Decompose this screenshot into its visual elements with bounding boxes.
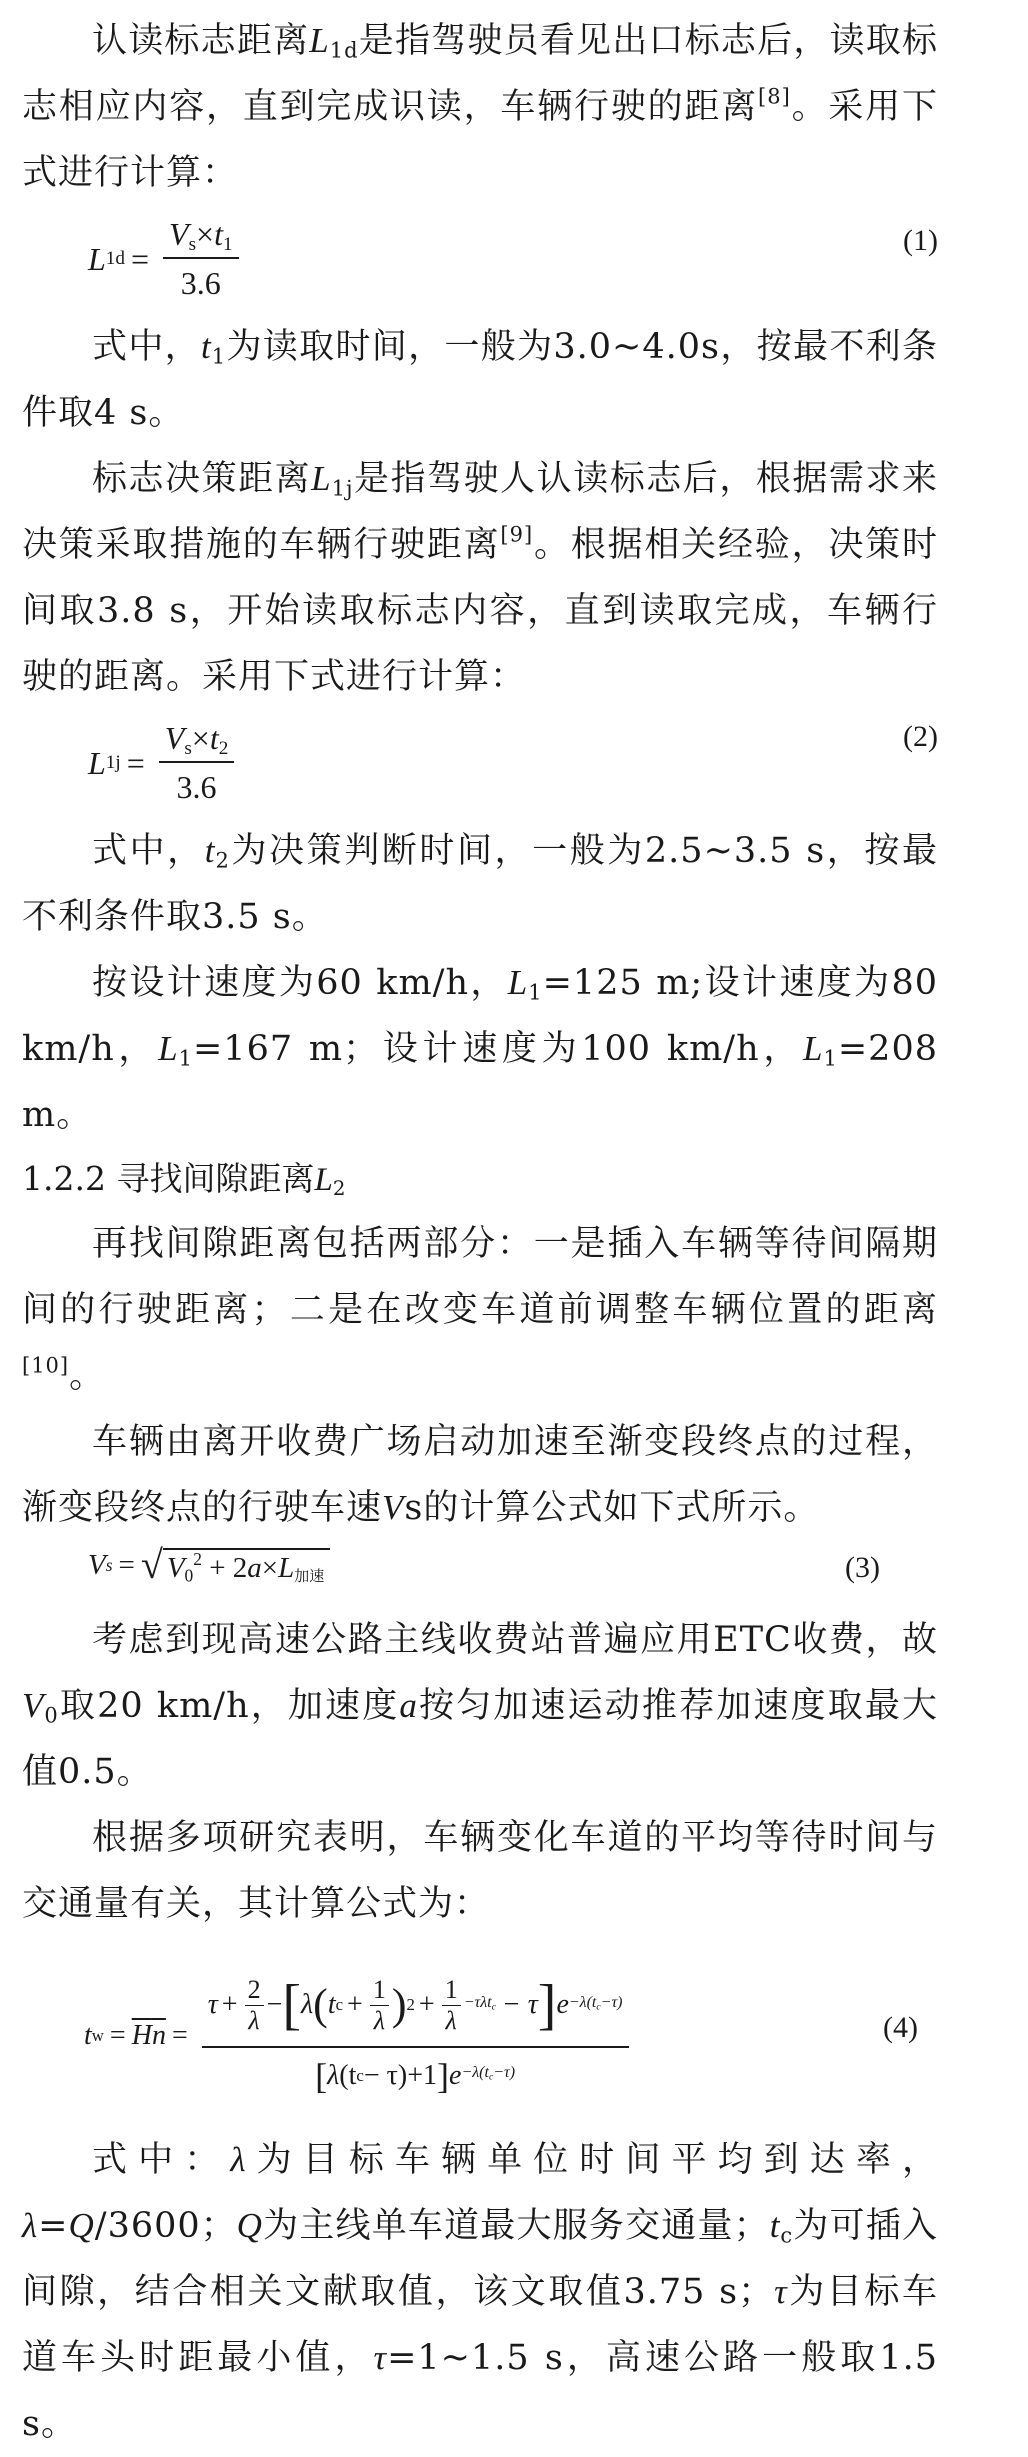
eq-lhs: L <box>88 744 106 781</box>
sqrt-icon: √ <box>140 1542 163 1587</box>
eq-den-open: (t <box>339 2059 357 2091</box>
text: =1~1.5 s，高速公路一般取1.5 s。 <box>22 2338 938 2444</box>
citation-ref: [9] <box>500 522 534 547</box>
frac-num: 1 <box>370 1975 389 2006</box>
eq-lhs: L <box>88 240 106 277</box>
equation-4: t w = $\overline{H}$ $\overline{n}$ = τ + $\frac{2}{\lambda}$ − [ λ ( t c + $\frac{1}{\lambda}$ ) 2 + $\frac{1}{\lambda}$ −τλt$_c$ − τ ] e $-\lambda(t_c-\tau)$ [ λ (t c − τ)+1 ] e $-\lambda(t_c-\tau)$ (4) <box>84 1974 918 2096</box>
var-sub: c <box>780 2223 794 2248</box>
eq-den-rest: − τ)+1 <box>363 2059 438 2091</box>
paragraph-read-time <box>22 314 938 446</box>
eq-plus: + <box>418 1989 435 2020</box>
eq-v-sub: s <box>184 737 192 759</box>
var-v: V <box>382 1488 405 1527</box>
left-bracket: [ <box>315 2055 328 2096</box>
right-bracket: ] <box>537 1974 557 2036</box>
eq-n: $\overline{n}$ <box>151 2020 166 2051</box>
paragraph-etc <box>22 1607 938 1805</box>
var-sub: 1j <box>331 476 354 501</box>
paragraph-variable-definitions <box>22 2127 938 2457</box>
eq-lhs: t <box>84 2020 92 2051</box>
equation-number: (4) <box>883 2011 918 2044</box>
eq-t: t <box>209 720 219 756</box>
text: 车辆由离开收费广场启动加速至渐变段终点的过程，渐变段终点的行驶车速 <box>22 1422 938 1528</box>
var-lambda: λ <box>22 2206 39 2245</box>
text: 按匀加速运动推荐加速度取最大值0.5。 <box>22 1686 938 1792</box>
eq-v: V <box>164 720 185 756</box>
var-q: Q <box>236 2206 263 2245</box>
eq-equals: = <box>130 240 150 277</box>
eq-h: $\overline{H}$ <box>131 2020 152 2051</box>
var-l: L <box>803 1029 824 1068</box>
text: 再找间隙距离包括两部分：一是插入车辆等待间隔期间的行驶距离；二是在改变车道前调整车辆位置的距离 <box>22 1224 938 1330</box>
eq-a: a <box>247 1552 262 1584</box>
var-tau: τ <box>373 2338 388 2377</box>
paragraph-recognition-distance <box>22 8 938 206</box>
frac-num: 1 <box>442 1975 461 2006</box>
equation-number: (2) <box>903 720 938 753</box>
eq-equals: = <box>171 2020 188 2051</box>
var-sub: 1d <box>329 38 359 63</box>
eq-l: L <box>278 1552 295 1584</box>
var-sub: 2 <box>215 848 230 873</box>
text: =125 m;设计速度为80 km/h， <box>22 963 938 1069</box>
frac-den: λ <box>373 2005 385 2035</box>
eq-frac-1-lambda <box>442 1975 461 2036</box>
text: 取20 km/h，加速度 <box>58 1686 400 1726</box>
eq-l-sub: 加速 <box>294 1568 325 1585</box>
text: 。 <box>69 1356 106 1396</box>
heading-var: L <box>314 1162 333 1198</box>
eq-plus: + <box>221 1989 238 2020</box>
citation-ref: [10] <box>22 1353 70 1378</box>
eq-minus-tau: − τ <box>501 1989 538 2020</box>
paragraph-wait-time: 根据多项研究表明，车辆变化车道的平均等待时间与交通量有关，其计算公式为： <box>22 1818 938 1924</box>
paragraph-design-speeds <box>22 950 938 1148</box>
text: =208 m。 <box>22 1029 938 1135</box>
eq-times: × <box>261 1552 279 1584</box>
paragraph-gap-distance <box>22 1211 938 1409</box>
citation-ref: [8] <box>758 84 791 109</box>
equation-1: L 1d = $\frac{V_s\times t_1}{3.6}$ (1) <box>88 216 938 301</box>
text: 认读标志距离 <box>92 21 310 61</box>
text: 式中， <box>92 831 205 871</box>
frac-num: 2 <box>245 1975 264 2006</box>
eq-v0-sub: 0 <box>184 1565 194 1586</box>
var-v0: V <box>22 1686 45 1725</box>
text: 按设计速度为60 km/h， <box>92 963 508 1003</box>
text: 式中： <box>92 2140 231 2180</box>
eq-frac-2-lambda <box>245 1975 264 2036</box>
equation-2: L 1j = $\frac{V_s\times t_2}{3.6}$ (2) <box>88 720 938 805</box>
eq-sqrt <box>140 1542 330 1587</box>
var-sub: 1 <box>211 344 227 369</box>
eq-t-sub: 1 <box>222 233 233 255</box>
text: s的计算公式如下式所示。 <box>404 1488 820 1528</box>
eq-lhs: V <box>88 1548 106 1581</box>
var-t: t <box>204 831 216 870</box>
heading-var-sub: 2 <box>332 1176 346 1200</box>
equation-number: (1) <box>903 224 938 257</box>
eq-e: e <box>449 2059 462 2091</box>
eq-t: t <box>214 216 223 252</box>
frac-den: λ <box>248 2005 260 2035</box>
var-sub: 1 <box>528 980 543 1005</box>
eq-exp-end: −τ) <box>493 2064 516 2082</box>
var-l: L <box>507 963 529 1002</box>
eq-equals: = <box>109 2020 126 2051</box>
paragraph-acceleration-process <box>22 1409 938 1541</box>
text: 为目标车辆单位时间平均到达率， <box>246 2140 938 2180</box>
eq-equals: = <box>118 1548 135 1581</box>
heading-text: 1.2.2 寻找间隙距离 <box>22 1159 315 1198</box>
eq-minus: − <box>266 1989 283 2020</box>
text: 标志决策距离 <box>92 459 312 499</box>
eq-tau: τ <box>207 1989 218 2020</box>
text: 为可插入间隙，结合相关文献取值，该文取值3.75 s； <box>22 2206 938 2312</box>
eq-fraction <box>163 216 239 302</box>
eq-exp: −λ(t <box>461 2064 489 2082</box>
eq-t-sub: 2 <box>218 737 229 759</box>
var-l: L <box>311 459 332 498</box>
right-paren: ) <box>391 1980 407 2029</box>
text: 考虑到现高速公路主线收费站普遍应用ETC收费，故 <box>92 1620 938 1660</box>
eq-times: × <box>191 720 210 756</box>
eq-equals: = <box>126 744 145 781</box>
eq-times: × <box>196 216 215 252</box>
var-q: Q <box>68 2206 95 2245</box>
eq-frac-1-lambda <box>370 1975 389 2036</box>
left-bracket: [ <box>282 1974 302 2036</box>
eq-exp-mid-sub: c <box>491 2001 496 2013</box>
text: 为目标车道车头时距最小值， <box>22 2272 938 2378</box>
eq-exp-mid: −τλt <box>463 1993 492 2011</box>
eq-exp: −λ(t <box>568 1993 597 2011</box>
var-sub: 1 <box>823 1046 838 1071</box>
eq-denominator: 3.6 <box>176 769 217 805</box>
equation-number: (3) <box>845 1551 880 1584</box>
frac-den: λ <box>445 2005 457 2035</box>
equation-3: V s = √ $V_0^2 + 2a\times L_{加速}$ (3) <box>88 1542 880 1587</box>
var-sub: 1 <box>178 1046 193 1071</box>
eq-fraction <box>159 720 235 806</box>
eq-exp-sub: c <box>596 2001 601 2013</box>
eq-plus-2: + 2 <box>209 1552 248 1584</box>
eq-lambda: λ <box>301 1989 314 2020</box>
paragraph-decision-time <box>22 818 938 950</box>
eq-v0: V <box>166 1552 185 1584</box>
eq-tc: t <box>327 1989 336 2020</box>
text: =167 m；设计速度为100 km/h， <box>192 1029 804 1069</box>
text: 为读取时间，一般为3.0~4.0s，按最不利条件取4 s。 <box>22 327 938 433</box>
var-l: L <box>309 21 330 60</box>
var-a: a <box>399 1686 418 1725</box>
left-paren: ( <box>313 1980 328 2029</box>
eq-square: 2 <box>193 1548 202 1569</box>
text: 为主线单车道最大服务交通量； <box>262 2206 770 2246</box>
var-l: L <box>158 1029 179 1068</box>
eq-plus: + <box>347 1989 363 2020</box>
var-lambda: λ <box>230 2140 247 2179</box>
section-heading <box>22 1148 938 1211</box>
eq-exp-sub: c <box>488 2071 494 2083</box>
var-tau: τ <box>774 2272 788 2311</box>
text: /3600； <box>94 2206 237 2246</box>
eq-lambda: λ <box>327 2059 340 2091</box>
var-sub: 0 <box>44 1703 59 1728</box>
eq-v: V <box>169 216 189 252</box>
text: 式中， <box>92 327 201 367</box>
eq-big-fraction: τ + $\frac{2}{\lambda}$ − [ λ ( t c + $\frac{1}{\lambda}$ ) 2 + $\frac{1}{\lambda}$ −τλt$_c$ − τ ] e $-\lambda(t_c-\tau)$ [ λ (t c − τ)+1 ] e $-\lambda(t_c-\tau)$ <box>202 1975 629 2098</box>
text: 。采用下式进行计算： <box>22 87 938 193</box>
text: 为决策判断时间，一般为2.5~3.5 s，按最不利条件取3.5 s。 <box>22 831 938 937</box>
text: 是指驾驶员看见出口标志后，读取标志相应内容，直到完成识读，车辆行驶的距离 <box>22 21 938 127</box>
eq-exp-end: −τ) <box>600 1993 623 2011</box>
var-t: t <box>201 327 212 366</box>
eq-v-sub: s <box>188 233 197 255</box>
text: 是指驾驶人认读标志后，根据需求来决策采取措施的车辆行驶距离 <box>22 459 938 565</box>
var-tc: t <box>769 2206 781 2245</box>
paragraph-decision-distance <box>22 446 938 710</box>
eq-e: e <box>556 1989 569 2020</box>
right-bracket: ] <box>437 2055 450 2096</box>
text: 。根据相关经验，决策时间取3.8 s，开始读取标志内容，直到读取完成，车辆行驶的距离。采用下式进行计算： <box>22 525 938 697</box>
eq-denominator: 3.6 <box>180 265 221 301</box>
text: = <box>38 2206 69 2246</box>
